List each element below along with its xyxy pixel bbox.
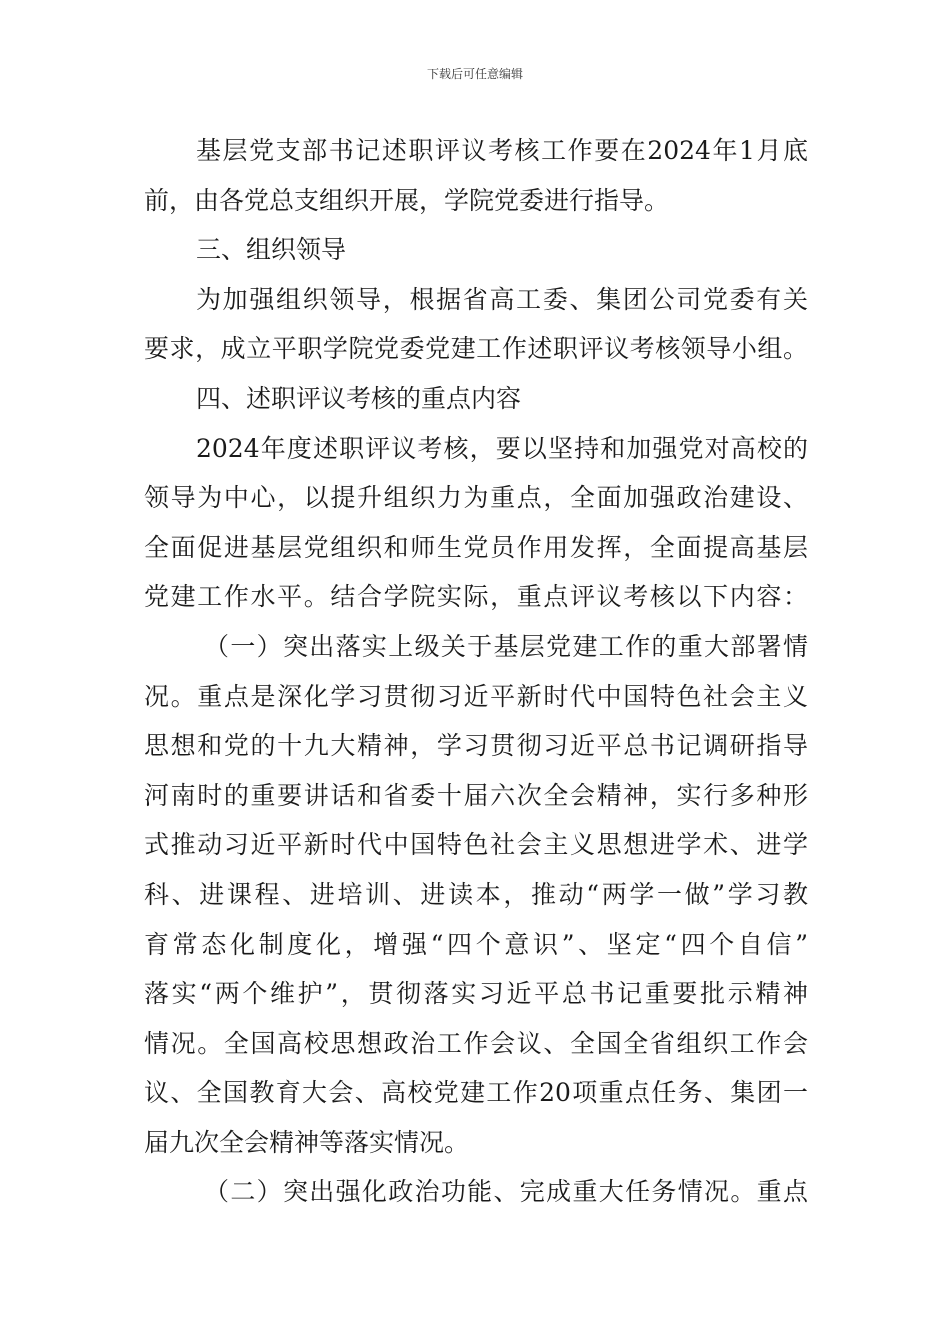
subsection-line: （一）突出落实上级关于基层党建工作的重大部署情 xyxy=(204,631,808,661)
paragraph-line: 况。重点是深化学习贯彻习近平新时代中国特色社会主义 xyxy=(144,681,808,711)
paragraph-line: 育常态化制度化，增强“四个意识”、坚定“四个自信” xyxy=(144,929,808,959)
paragraph-line: 式推动习近平新时代中国特色社会主义思想进学术、进学 xyxy=(144,830,808,860)
section-heading: 三、组织领导 xyxy=(196,235,347,265)
subsection-line: （二）突出强化政治功能、完成重大任务情况。重点 xyxy=(204,1177,808,1207)
paragraph-line: 河南时的重要讲话和省委十届六次全会精神，实行多种形 xyxy=(144,780,808,810)
paragraph-line: 全面促进基层党组织和师生党员作用发挥，全面提高基层 xyxy=(144,532,808,562)
paragraph-line: 2024年度述职评议考核，要以坚持和加强党对高校的 xyxy=(196,433,808,463)
paragraph-line: 为加强组织领导，根据省高工委、集团公司党委有关 xyxy=(196,284,808,314)
paragraph-line: 前，由各党总支组织开展，学院党委进行指导。 xyxy=(144,185,670,215)
paragraph-line: 科、进课程、进培训、进读本，推动“两学一做”学习教 xyxy=(144,879,808,909)
paragraph-line: 党建工作水平。结合学院实际，重点评议考核以下内容： xyxy=(144,582,808,612)
paragraph-line: 基层党支部书记述职评议考核工作要在2024年1月底 xyxy=(196,136,808,165)
paragraph-line: 领导为中心，以提升组织力为重点，全面加强政治建设、 xyxy=(144,483,808,513)
document-body xyxy=(144,126,808,1217)
paragraph-line: 思想和党的十九大精神，学习贯彻习近平总书记调研指导 xyxy=(144,731,808,761)
page-header: 下载后可任意编辑 xyxy=(426,67,523,81)
paragraph-line: 届九次全会精神等落实情况。 xyxy=(144,1127,470,1157)
paragraph-line: 议、全国教育大会、高校党建工作20项重点任务、集团一 xyxy=(144,1078,808,1108)
paragraph-line: 落实“两个维护”，贯彻落实习近平总书记重要批示精神 xyxy=(144,979,808,1009)
paragraph-line: 情况。全国高校思想政治工作会议、全国全省组织工作会 xyxy=(144,1028,808,1058)
paragraph-line: 要求，成立平职学院党委党建工作述职评议考核领导小组。 xyxy=(144,334,808,364)
section-heading: 四、述职评议考核的重点内容 xyxy=(196,383,522,413)
